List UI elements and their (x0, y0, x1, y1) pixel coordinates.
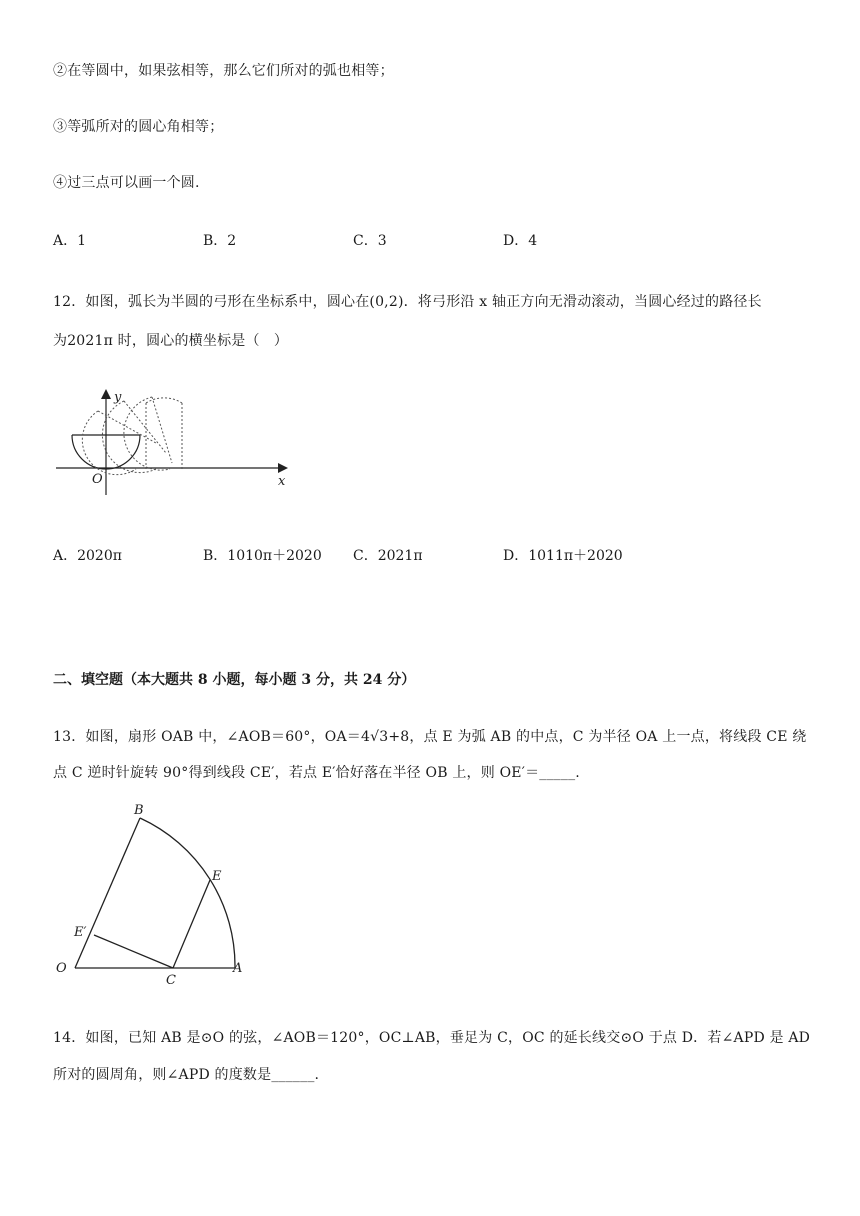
statement-2: ②在等圆中，如果弦相等，那么它们所对的弧也相等； (53, 63, 394, 79)
rolled-positions (82, 397, 182, 475)
q13-figure (50, 800, 260, 990)
q12-option-b: B．1010π＋2020 (203, 548, 322, 564)
q12-option-d: D．1011π＋2020 (503, 548, 623, 564)
origin-label: O (92, 472, 103, 487)
q13-text-line2: 点 C 逆时针旋转 90°得到线段 CE′，若点 E′恰好落在半径 OB 上，则 OE′＝_____. (53, 765, 580, 781)
q12-option-a: A．2020π (53, 548, 122, 564)
statement-3: ③等弧所对的圆心角相等； (53, 119, 224, 135)
q11-option-a: A．1 (53, 233, 87, 249)
q12-text-line1: 12．如图，弧长为半圆的弓形在坐标系中，圆心在(0,2)．将弓形沿 x 轴正方向无滑动滚动，当圆心经过的路径长 (53, 294, 762, 310)
q11-option-c: C．3 (353, 233, 387, 249)
q14-text-line1: 14．如图，已知 AB 是⊙O 的弦，∠AOB＝120°，OC⊥AB，垂足为 C，OC 的延长线交⊙O 于点 D．若∠APD 是 AD (53, 1030, 811, 1046)
x-axis-arrow (278, 463, 288, 473)
section-heading: 二、填空题（本大题共 8 小题，每小题 3 分，共 24 分） (53, 672, 416, 688)
x-axis-label: x (278, 474, 286, 489)
q11-option-b: B．2 (203, 233, 237, 249)
q12-option-c: C．2021π (353, 548, 423, 564)
segment-ce-prime (94, 935, 173, 968)
q13-text-line1: 13．如图，扇形 OAB 中，∠AOB＝60°，OA＝4√3+8，点 E 为弧 AB 的中点，C 为半径 OA 上一点，将线段 CE 绕 (53, 729, 807, 745)
y-axis-label: y (114, 390, 122, 405)
statement-4: ④过三点可以画一个圆. (53, 175, 200, 191)
label-e: E (212, 869, 222, 884)
q14-text-line2: 所对的圆周角，则∠APD 的度数是______. (53, 1067, 320, 1083)
label-e-prime: E′ (74, 925, 87, 940)
y-axis-arrow (101, 389, 111, 399)
arc-ab (140, 818, 235, 968)
label-a: A (233, 961, 243, 976)
segment-ce (173, 880, 210, 968)
label-b: B (134, 803, 144, 818)
q12-figure (52, 383, 302, 498)
label-o: O (56, 961, 67, 976)
q11-option-d: D．4 (503, 233, 538, 249)
label-c: C (166, 973, 176, 988)
radius-ob (75, 818, 140, 968)
q12-text-line2: 为2021π 时，圆心的横坐标是（ ） (53, 333, 289, 349)
